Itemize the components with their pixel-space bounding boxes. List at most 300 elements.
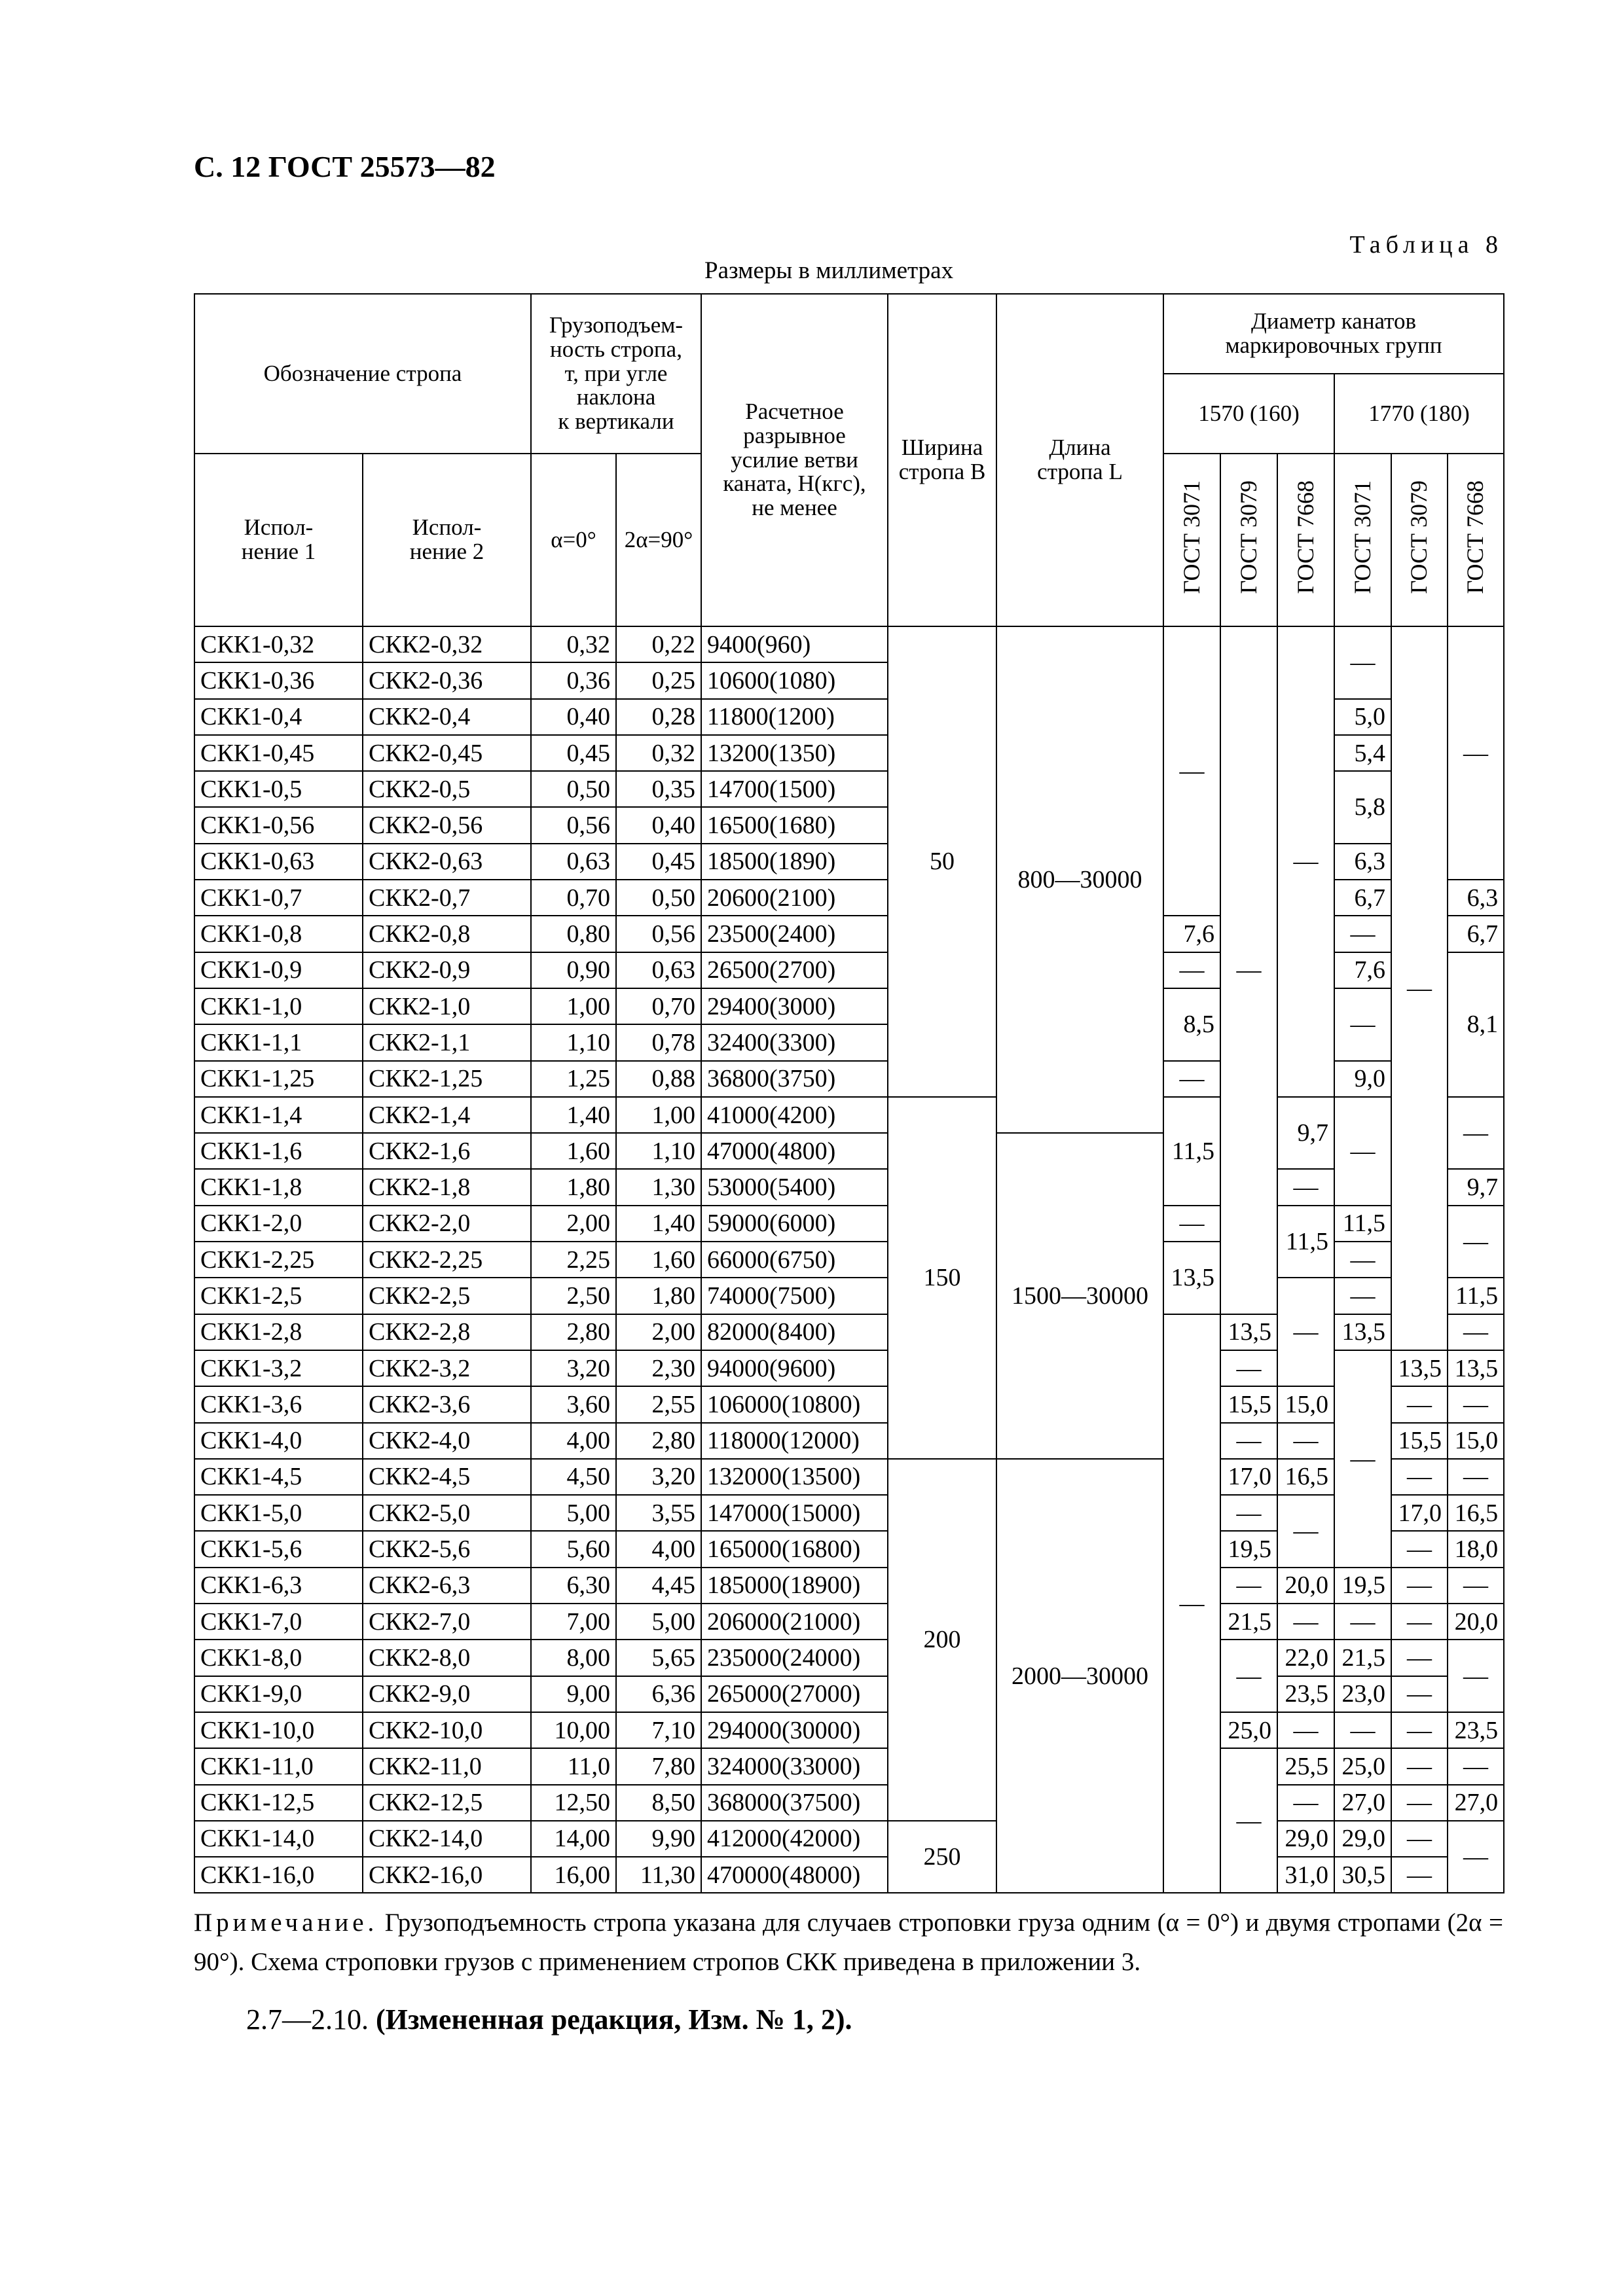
cell-version-2: СКК2-1,4 bbox=[363, 1097, 531, 1133]
cell-alpha-90: 0,78 bbox=[616, 1024, 701, 1060]
cell-version-1: СКК1-1,0 bbox=[194, 988, 363, 1024]
cell-alpha-0: 10,00 bbox=[531, 1712, 616, 1748]
cell-1770-gost3071: 5,4 bbox=[1334, 735, 1391, 771]
cell-force: 59000(6000) bbox=[701, 1206, 888, 1242]
cell-1770-gost3071: — bbox=[1334, 988, 1391, 1061]
cell-1770-gost7668: — bbox=[1448, 1459, 1504, 1495]
cell-1770-gost3071: 7,6 bbox=[1334, 952, 1391, 988]
cell-1770-gost7668: — bbox=[1448, 1314, 1504, 1350]
cell-version-1: СКК1-0,7 bbox=[194, 880, 363, 916]
cell-version-1: СКК1-1,1 bbox=[194, 1024, 363, 1060]
cell-1770-gost7668: — bbox=[1448, 1386, 1504, 1422]
cell-version-1: СКК1-2,0 bbox=[194, 1206, 363, 1242]
cell-1570-gost7668: 25,5 bbox=[1277, 1748, 1334, 1784]
cell-version-1: СКК1-0,4 bbox=[194, 699, 363, 735]
cell-1570-gost3071: — bbox=[1163, 626, 1220, 916]
table-row bbox=[194, 1206, 1504, 1242]
cell-alpha-90: 1,00 bbox=[616, 1097, 701, 1133]
cell-1570-gost3079: 17,0 bbox=[1220, 1459, 1277, 1495]
cell-version-1: СКК1-10,0 bbox=[194, 1712, 363, 1748]
table-row bbox=[194, 1568, 1504, 1604]
cell-force: 9400(960) bbox=[701, 626, 888, 662]
cell-1770-gost3071: 6,7 bbox=[1334, 880, 1391, 916]
cell-version-2: СКК2-5,6 bbox=[363, 1531, 531, 1567]
cell-version-2: СКК2-0,5 bbox=[363, 771, 531, 807]
cell-1770-gost7668: 27,0 bbox=[1448, 1785, 1504, 1821]
table-row bbox=[194, 1386, 1504, 1422]
cell-version-2: СКК2-0,32 bbox=[363, 626, 531, 662]
cell-alpha-0: 5,00 bbox=[531, 1495, 616, 1531]
cell-version-1: СКК1-2,5 bbox=[194, 1278, 363, 1314]
cell-1770-gost3079: — bbox=[1391, 1785, 1448, 1821]
cell-alpha-0: 0,36 bbox=[531, 662, 616, 698]
cell-version-2: СКК2-0,36 bbox=[363, 662, 531, 698]
cell-alpha-90: 5,65 bbox=[616, 1640, 701, 1676]
cell-version-1: СКК1-16,0 bbox=[194, 1857, 363, 1893]
cell-length: 2000—30000 bbox=[996, 1459, 1163, 1893]
header-designation: Обозначение стропа bbox=[194, 294, 531, 454]
cell-1570-gost7668: — bbox=[1277, 1604, 1334, 1640]
header-1570-gost7668: ГОСТ 7668 bbox=[1277, 454, 1334, 626]
cell-force: 23500(2400) bbox=[701, 916, 888, 952]
cell-version-2: СКК2-2,8 bbox=[363, 1314, 531, 1350]
cell-1570-gost7668: 15,0 bbox=[1277, 1386, 1334, 1422]
header-1770-gost3071: ГОСТ 3071 bbox=[1334, 454, 1391, 626]
note-text: Грузоподъемность стропа указана для случаев строповки груза одним (α = 0°) и двумя стропами (2α = 90°). Схема строповки грузов с применением стропов СКК приведена в приложении 3. bbox=[194, 1909, 1503, 1977]
cell-1570-gost7668: — bbox=[1277, 1785, 1334, 1821]
cell-force: 82000(8400) bbox=[701, 1314, 888, 1350]
cell-alpha-0: 2,50 bbox=[531, 1278, 616, 1314]
cell-1770-gost3071: — bbox=[1334, 1712, 1391, 1748]
cell-version-2: СКК2-1,25 bbox=[363, 1061, 531, 1097]
cell-alpha-90: 7,10 bbox=[616, 1712, 701, 1748]
cell-force: 265000(27000) bbox=[701, 1676, 888, 1712]
cell-force: 106000(10800) bbox=[701, 1386, 888, 1422]
cell-1570-gost7668: 20,0 bbox=[1277, 1568, 1334, 1604]
cell-alpha-0: 0,56 bbox=[531, 807, 616, 843]
cell-alpha-90: 2,00 bbox=[616, 1314, 701, 1350]
cell-1770-gost7668: — bbox=[1448, 1748, 1504, 1784]
header-alpha-0: α=0° bbox=[531, 454, 616, 626]
cell-alpha-90: 6,36 bbox=[616, 1676, 701, 1712]
table-container bbox=[194, 293, 1503, 1893]
cell-1770-gost7668: 15,0 bbox=[1448, 1423, 1504, 1459]
cell-version-2: СКК2-10,0 bbox=[363, 1712, 531, 1748]
cell-1570-gost7668: 11,5 bbox=[1277, 1206, 1334, 1278]
cell-1770-gost7668: 11,5 bbox=[1448, 1278, 1504, 1314]
cell-alpha-90: 0,28 bbox=[616, 699, 701, 735]
cell-1570-gost3071: — bbox=[1163, 1061, 1220, 1097]
cell-alpha-0: 0,80 bbox=[531, 916, 616, 952]
cell-alpha-90: 1,30 bbox=[616, 1169, 701, 1205]
cell-force: 13200(1350) bbox=[701, 735, 888, 771]
cell-1770-gost3071: 21,5 bbox=[1334, 1640, 1391, 1676]
cell-alpha-0: 0,90 bbox=[531, 952, 616, 988]
cell-1570-gost7668: 23,5 bbox=[1277, 1676, 1334, 1712]
cell-force: 18500(1890) bbox=[701, 844, 888, 880]
cell-version-2: СКК2-1,0 bbox=[363, 988, 531, 1024]
cell-force: 41000(4200) bbox=[701, 1097, 888, 1133]
cell-alpha-0: 2,80 bbox=[531, 1314, 616, 1350]
header-1570-gost3079: ГОСТ 3079 bbox=[1220, 454, 1277, 626]
cell-1570-gost3079: 25,0 bbox=[1220, 1712, 1277, 1748]
cell-version-1: СКК1-9,0 bbox=[194, 1676, 363, 1712]
cell-1770-gost7668: — bbox=[1448, 1821, 1504, 1893]
cell-version-1: СКК1-0,63 bbox=[194, 844, 363, 880]
cell-force: 94000(9600) bbox=[701, 1350, 888, 1386]
header-diameter: Диаметр канатов маркировочных групп bbox=[1163, 294, 1504, 374]
cell-alpha-90: 0,32 bbox=[616, 735, 701, 771]
cell-1570-gost3071: — bbox=[1163, 952, 1220, 988]
cell-version-2: СКК2-0,9 bbox=[363, 952, 531, 988]
cell-1770-gost3079: — bbox=[1391, 1531, 1448, 1567]
cell-1570-gost3071: — bbox=[1163, 1314, 1220, 1893]
table-row bbox=[194, 1821, 1504, 1857]
cell-1570-gost3079: — bbox=[1220, 626, 1277, 1314]
cell-force: 294000(30000) bbox=[701, 1712, 888, 1748]
table-note bbox=[194, 1903, 1503, 1982]
cell-alpha-90: 2,55 bbox=[616, 1386, 701, 1422]
page-title: С. 12 ГОСТ 25573—82 bbox=[194, 150, 496, 183]
cell-force: 324000(33000) bbox=[701, 1748, 888, 1784]
edition-ref: 2.7—2.10. bbox=[246, 2003, 376, 2036]
cell-1770-gost3079: 15,5 bbox=[1391, 1423, 1448, 1459]
cell-force: 29400(3000) bbox=[701, 988, 888, 1024]
cell-alpha-0: 1,80 bbox=[531, 1169, 616, 1205]
cell-force: 20600(2100) bbox=[701, 880, 888, 916]
cell-alpha-90: 0,50 bbox=[616, 880, 701, 916]
cell-alpha-90: 0,88 bbox=[616, 1061, 701, 1097]
cell-version-1: СКК1-0,36 bbox=[194, 662, 363, 698]
cell-version-1: СКК1-1,6 bbox=[194, 1133, 363, 1169]
table-body bbox=[194, 626, 1504, 1893]
cell-version-2: СКК2-0,8 bbox=[363, 916, 531, 952]
cell-force: 32400(3300) bbox=[701, 1024, 888, 1060]
cell-1770-gost3071: 19,5 bbox=[1334, 1568, 1391, 1604]
cell-1770-gost3079: — bbox=[1391, 1821, 1448, 1857]
cell-1770-gost7668: 6,7 bbox=[1448, 916, 1504, 952]
cell-1570-gost3079: 21,5 bbox=[1220, 1604, 1277, 1640]
cell-version-2: СКК2-0,63 bbox=[363, 844, 531, 880]
cell-alpha-90: 0,56 bbox=[616, 916, 701, 952]
cell-1770-gost7668: — bbox=[1448, 1568, 1504, 1604]
cell-alpha-0: 8,00 bbox=[531, 1640, 616, 1676]
cell-1770-gost3071: 25,0 bbox=[1334, 1748, 1391, 1784]
cell-1770-gost7668: 23,5 bbox=[1448, 1712, 1504, 1748]
cell-alpha-0: 0,32 bbox=[531, 626, 616, 662]
header-length: Длина стропа L bbox=[996, 294, 1163, 626]
cell-version-1: СКК1-0,56 bbox=[194, 807, 363, 843]
cell-alpha-0: 1,10 bbox=[531, 1024, 616, 1060]
cell-1770-gost3079: — bbox=[1391, 1857, 1448, 1893]
cell-version-2: СКК2-0,7 bbox=[363, 880, 531, 916]
sling-table bbox=[194, 293, 1504, 1893]
header-1770-gost3079: ГОСТ 3079 bbox=[1391, 454, 1448, 626]
cell-version-2: СКК2-11,0 bbox=[363, 1748, 531, 1784]
cell-version-2: СКК2-0,56 bbox=[363, 807, 531, 843]
cell-alpha-90: 1,40 bbox=[616, 1206, 701, 1242]
cell-1770-gost7668: — bbox=[1448, 1206, 1504, 1278]
cell-alpha-0: 2,25 bbox=[531, 1242, 616, 1278]
table-row bbox=[194, 1640, 1504, 1676]
cell-alpha-0: 1,40 bbox=[531, 1097, 616, 1133]
cell-1770-gost7668: 8,1 bbox=[1448, 952, 1504, 1097]
cell-version-2: СКК2-3,2 bbox=[363, 1350, 531, 1386]
cell-1770-gost3079: — bbox=[1391, 1568, 1448, 1604]
cell-width: 250 bbox=[888, 1821, 996, 1893]
cell-alpha-90: 11,30 bbox=[616, 1857, 701, 1893]
cell-1770-gost3079: — bbox=[1391, 1604, 1448, 1640]
cell-alpha-90: 0,25 bbox=[616, 662, 701, 698]
cell-alpha-0: 1,25 bbox=[531, 1061, 616, 1097]
cell-alpha-0: 0,40 bbox=[531, 699, 616, 735]
table-row bbox=[194, 1748, 1504, 1784]
cell-1570-gost7668: — bbox=[1277, 1712, 1334, 1748]
cell-1570-gost3079: 15,5 bbox=[1220, 1386, 1277, 1422]
cell-version-2: СКК2-1,1 bbox=[363, 1024, 531, 1060]
cell-version-2: СКК2-16,0 bbox=[363, 1857, 531, 1893]
cell-1770-gost3079: — bbox=[1391, 1386, 1448, 1422]
cell-force: 118000(12000) bbox=[701, 1423, 888, 1459]
table-row bbox=[194, 1676, 1504, 1712]
cell-version-1: СКК1-2,8 bbox=[194, 1314, 363, 1350]
cell-alpha-90: 1,80 bbox=[616, 1278, 701, 1314]
cell-version-2: СКК2-1,8 bbox=[363, 1169, 531, 1205]
cell-alpha-0: 12,50 bbox=[531, 1785, 616, 1821]
cell-1570-gost3079: 19,5 bbox=[1220, 1531, 1277, 1567]
cell-force: 412000(42000) bbox=[701, 1821, 888, 1857]
cell-1770-gost3071: — bbox=[1334, 1604, 1391, 1640]
cell-1770-gost7668: 20,0 bbox=[1448, 1604, 1504, 1640]
cell-1770-gost7668: — bbox=[1448, 626, 1504, 880]
cell-1770-gost7668: 16,5 bbox=[1448, 1495, 1504, 1531]
cell-force: 10600(1080) bbox=[701, 662, 888, 698]
cell-alpha-90: 0,40 bbox=[616, 807, 701, 843]
cell-alpha-90: 3,20 bbox=[616, 1459, 701, 1495]
cell-1770-gost3071: 5,8 bbox=[1334, 771, 1391, 844]
header-width: Ширина стропа B bbox=[888, 294, 996, 626]
cell-1570-gost7668: — bbox=[1277, 1278, 1334, 1386]
cell-version-2: СКК2-9,0 bbox=[363, 1676, 531, 1712]
table-row bbox=[194, 1604, 1504, 1640]
table-row bbox=[194, 1495, 1504, 1531]
cell-1570-gost7668: — bbox=[1277, 626, 1334, 1097]
cell-version-2: СКК2-8,0 bbox=[363, 1640, 531, 1676]
cell-1770-gost7668: 13,5 bbox=[1448, 1350, 1504, 1386]
cell-alpha-90: 4,45 bbox=[616, 1568, 701, 1604]
cell-force: 74000(7500) bbox=[701, 1278, 888, 1314]
table-row bbox=[194, 1712, 1504, 1748]
table-row bbox=[194, 1423, 1504, 1459]
cell-version-2: СКК2-4,0 bbox=[363, 1423, 531, 1459]
cell-1770-gost3079: — bbox=[1391, 1459, 1448, 1495]
cell-version-2: СКК2-3,6 bbox=[363, 1386, 531, 1422]
table-row bbox=[194, 1278, 1504, 1314]
cell-1770-gost3079: — bbox=[1391, 626, 1448, 1350]
cell-version-2: СКК2-1,6 bbox=[363, 1133, 531, 1169]
cell-force: 165000(16800) bbox=[701, 1531, 888, 1567]
table-label: Таблица 8 bbox=[1349, 231, 1503, 259]
cell-force: 53000(5400) bbox=[701, 1169, 888, 1205]
cell-1770-gost3079: — bbox=[1391, 1640, 1448, 1676]
cell-width: 50 bbox=[888, 626, 996, 1097]
cell-1570-gost3071: — bbox=[1163, 1206, 1220, 1242]
cell-1770-gost7668: — bbox=[1448, 1097, 1504, 1170]
cell-force: 206000(21000) bbox=[701, 1604, 888, 1640]
cell-length: 1500—30000 bbox=[996, 1133, 1163, 1459]
header-group-1770: 1770 (180) bbox=[1334, 374, 1504, 454]
cell-force: 235000(24000) bbox=[701, 1640, 888, 1676]
cell-force: 368000(37500) bbox=[701, 1785, 888, 1821]
cell-version-1: СКК1-3,2 bbox=[194, 1350, 363, 1386]
cell-force: 47000(4800) bbox=[701, 1133, 888, 1169]
cell-1570-gost3071: 13,5 bbox=[1163, 1242, 1220, 1314]
cell-1770-gost3071: — bbox=[1334, 1242, 1391, 1278]
cell-force: 147000(15000) bbox=[701, 1495, 888, 1531]
cell-1570-gost3079: — bbox=[1220, 1350, 1277, 1386]
header-version-2: Испол- нение 2 bbox=[363, 454, 531, 626]
cell-alpha-0: 6,30 bbox=[531, 1568, 616, 1604]
cell-1570-gost3079: — bbox=[1220, 1748, 1277, 1893]
cell-width: 150 bbox=[888, 1097, 996, 1459]
cell-version-1: СКК1-0,45 bbox=[194, 735, 363, 771]
cell-alpha-0: 9,00 bbox=[531, 1676, 616, 1712]
cell-version-1: СКК1-12,5 bbox=[194, 1785, 363, 1821]
cell-1570-gost3071: 11,5 bbox=[1163, 1097, 1220, 1206]
cell-alpha-90: 0,45 bbox=[616, 844, 701, 880]
cell-version-1: СКК1-0,9 bbox=[194, 952, 363, 988]
cell-1770-gost3071: — bbox=[1334, 1097, 1391, 1206]
cell-1570-gost3079: 13,5 bbox=[1220, 1314, 1277, 1350]
cell-1770-gost7668: 9,7 bbox=[1448, 1169, 1504, 1205]
cell-alpha-0: 7,00 bbox=[531, 1604, 616, 1640]
header-capacity: Грузоподъем- ность стропа, т, при угле наклона к вертикали bbox=[531, 294, 701, 454]
cell-width: 200 bbox=[888, 1459, 996, 1821]
cell-alpha-0: 4,50 bbox=[531, 1459, 616, 1495]
cell-1570-gost7668: — bbox=[1277, 1495, 1334, 1568]
cell-1770-gost3079: 17,0 bbox=[1391, 1495, 1448, 1531]
cell-1770-gost7668: — bbox=[1448, 1640, 1504, 1712]
cell-alpha-90: 0,22 bbox=[616, 626, 701, 662]
cell-version-2: СКК2-2,25 bbox=[363, 1242, 531, 1278]
cell-alpha-90: 0,35 bbox=[616, 771, 701, 807]
cell-1770-gost3079: — bbox=[1391, 1676, 1448, 1712]
cell-alpha-90: 2,80 bbox=[616, 1423, 701, 1459]
cell-alpha-90: 8,50 bbox=[616, 1785, 701, 1821]
cell-version-1: СКК1-14,0 bbox=[194, 1821, 363, 1857]
cell-1770-gost3071: — bbox=[1334, 1278, 1391, 1314]
header-group-1570: 1570 (160) bbox=[1163, 374, 1334, 454]
cell-1570-gost7668: — bbox=[1277, 1169, 1334, 1205]
cell-1570-gost3071: 8,5 bbox=[1163, 988, 1220, 1061]
table-row bbox=[194, 1097, 1504, 1133]
cell-alpha-90: 5,00 bbox=[616, 1604, 701, 1640]
cell-alpha-0: 0,45 bbox=[531, 735, 616, 771]
cell-alpha-90: 1,10 bbox=[616, 1133, 701, 1169]
cell-version-1: СКК1-3,6 bbox=[194, 1386, 363, 1422]
cell-alpha-90: 9,90 bbox=[616, 1821, 701, 1857]
header-version-1: Испол- нение 1 bbox=[194, 454, 363, 626]
cell-force: 132000(13500) bbox=[701, 1459, 888, 1495]
cell-1770-gost3071: 30,5 bbox=[1334, 1857, 1391, 1893]
cell-alpha-0: 0,70 bbox=[531, 880, 616, 916]
cell-version-1: СКК1-4,5 bbox=[194, 1459, 363, 1495]
cell-1570-gost7668: 31,0 bbox=[1277, 1857, 1334, 1893]
cell-1770-gost3071: 23,0 bbox=[1334, 1676, 1391, 1712]
cell-alpha-0: 5,60 bbox=[531, 1531, 616, 1567]
cell-alpha-0: 16,00 bbox=[531, 1857, 616, 1893]
cell-1770-gost3071: — bbox=[1334, 1350, 1391, 1568]
cell-version-2: СКК2-5,0 bbox=[363, 1495, 531, 1531]
header-1770-gost7668: ГОСТ 7668 bbox=[1448, 454, 1504, 626]
cell-1570-gost7668: 22,0 bbox=[1277, 1640, 1334, 1676]
header-alpha-90: 2α=90° bbox=[616, 454, 701, 626]
cell-version-1: СКК1-1,25 bbox=[194, 1061, 363, 1097]
cell-version-1: СКК1-6,3 bbox=[194, 1568, 363, 1604]
cell-version-1: СКК1-0,8 bbox=[194, 916, 363, 952]
cell-alpha-90: 2,30 bbox=[616, 1350, 701, 1386]
cell-1770-gost7668: 18,0 bbox=[1448, 1531, 1504, 1567]
cell-version-1: СКК1-8,0 bbox=[194, 1640, 363, 1676]
cell-1770-gost3079: — bbox=[1391, 1712, 1448, 1748]
table-row bbox=[194, 1459, 1504, 1495]
header-force: Расчетное разрывное усилие ветви каната, Н(кгс), не менее bbox=[701, 294, 888, 626]
cell-force: 185000(18900) bbox=[701, 1568, 888, 1604]
cell-version-1: СКК1-1,4 bbox=[194, 1097, 363, 1133]
cell-1770-gost3071: 13,5 bbox=[1334, 1314, 1391, 1350]
cell-length: 800—30000 bbox=[996, 626, 1163, 1133]
cell-force: 36800(3750) bbox=[701, 1061, 888, 1097]
table-row bbox=[194, 1169, 1504, 1205]
cell-1770-gost3071: — bbox=[1334, 916, 1391, 952]
cell-version-1: СКК1-1,8 bbox=[194, 1169, 363, 1205]
cell-force: 26500(2700) bbox=[701, 952, 888, 988]
cell-1570-gost7668: 29,0 bbox=[1277, 1821, 1334, 1857]
table-row bbox=[194, 1785, 1504, 1821]
cell-1770-gost3071: 27,0 bbox=[1334, 1785, 1391, 1821]
cell-alpha-90: 0,70 bbox=[616, 988, 701, 1024]
cell-force: 66000(6750) bbox=[701, 1242, 888, 1278]
cell-alpha-0: 3,20 bbox=[531, 1350, 616, 1386]
cell-1570-gost7668: 9,7 bbox=[1277, 1097, 1334, 1170]
cell-1770-gost3071: 5,0 bbox=[1334, 699, 1391, 735]
cell-alpha-90: 4,00 bbox=[616, 1531, 701, 1567]
cell-1770-gost7668: 6,3 bbox=[1448, 880, 1504, 916]
cell-alpha-0: 2,00 bbox=[531, 1206, 616, 1242]
cell-version-1: СКК1-5,6 bbox=[194, 1531, 363, 1567]
cell-version-2: СКК2-14,0 bbox=[363, 1821, 531, 1857]
cell-alpha-90: 7,80 bbox=[616, 1748, 701, 1784]
cell-1570-gost7668: — bbox=[1277, 1423, 1334, 1459]
cell-version-2: СКК2-2,0 bbox=[363, 1206, 531, 1242]
cell-version-1: СКК1-7,0 bbox=[194, 1604, 363, 1640]
cell-alpha-0: 0,63 bbox=[531, 844, 616, 880]
cell-alpha-0: 0,50 bbox=[531, 771, 616, 807]
cell-alpha-0: 11,0 bbox=[531, 1748, 616, 1784]
cell-version-2: СКК2-6,3 bbox=[363, 1568, 531, 1604]
cell-version-1: СКК1-11,0 bbox=[194, 1748, 363, 1784]
cell-force: 14700(1500) bbox=[701, 771, 888, 807]
edition-note bbox=[246, 2003, 852, 2036]
cell-alpha-90: 0,63 bbox=[616, 952, 701, 988]
table-row bbox=[194, 626, 1504, 662]
cell-version-2: СКК2-0,45 bbox=[363, 735, 531, 771]
cell-1570-gost3071: 7,6 bbox=[1163, 916, 1220, 952]
cell-1570-gost3079: — bbox=[1220, 1568, 1277, 1604]
cell-alpha-0: 3,60 bbox=[531, 1386, 616, 1422]
table-row bbox=[194, 1857, 1504, 1893]
cell-force: 16500(1680) bbox=[701, 807, 888, 843]
